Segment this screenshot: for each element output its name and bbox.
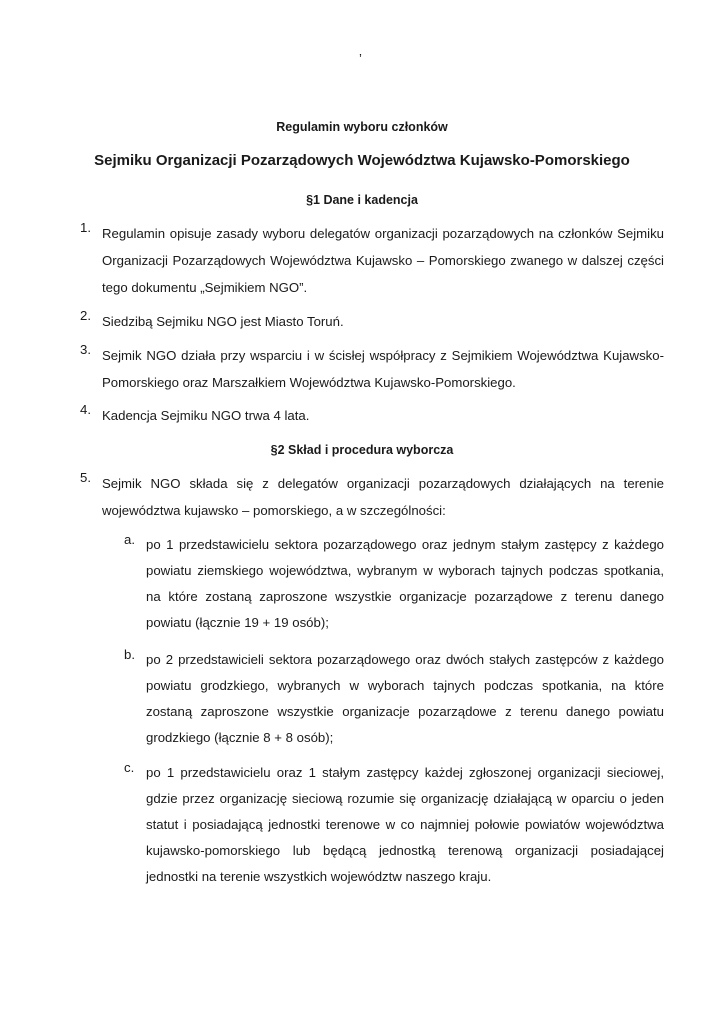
sub-item-a: [124, 532, 664, 636]
text-line: Regulamin opisuje zasady wyboru delegatów organizacji pozarządowych na członków Sejmiku: [102, 226, 664, 241]
text-line: powiatu (łącznie 19 + 19 osób);: [146, 615, 329, 630]
sub-item-text: [146, 532, 664, 636]
text-line: Pomorskiego oraz Marszałkiem Województwa Kujawsko-Pomorskiego.: [102, 375, 516, 390]
list-item-number: 3.: [80, 342, 91, 357]
text-line: gdzie przez organizację sieciową rozumie się organizację działającą w oparciu o jeden: [146, 791, 664, 806]
text-line: Sejmik NGO składa się z delegatów organizacji pozarządowych działających na terenie: [102, 476, 664, 491]
document-subtitle: Sejmiku Organizacji Pozarządowych Województwa Kujawsko-Pomorskiego: [94, 152, 630, 169]
list-item-number: 1.: [80, 220, 91, 235]
document-title: Regulamin wyboru członków: [276, 120, 448, 134]
text-line: Siedzibą Sejmiku NGO jest Miasto Toruń.: [102, 314, 344, 329]
list-item-3: [80, 342, 664, 396]
sub-item-text: [146, 647, 664, 751]
text-line: województwa kujawsko – pomorskiego, a w szczególności:: [102, 503, 446, 518]
text-line: powiatu ziemskiego województwa, wybranym w wyborach tajnych podczas spotkania,: [146, 563, 664, 578]
list-item-4: [80, 402, 664, 429]
sub-item-c: [124, 760, 664, 890]
text-line: Organizacji Pozarządowych Województwa Kujawsko – Pomorskiego zwanego w dalszej części: [102, 253, 664, 268]
text-line: na które zostaną zaproszone wszystkie organizacje pozarządowe z terenu danego: [146, 589, 664, 604]
text-line: po 1 przedstawicielu oraz 1 stałym zastępcy każdej zgłoszonej organizacji sieciowej,: [146, 765, 664, 780]
sub-item-text: [146, 760, 664, 890]
list-item-5: [80, 470, 664, 524]
text-line: jednostki na terenie wszystkich województw naszego kraju.: [146, 869, 492, 884]
list-item-number: 5.: [80, 470, 91, 485]
list-item-text: [102, 402, 664, 429]
list-item-number: 4.: [80, 402, 91, 417]
list-item-text: [102, 220, 664, 301]
sub-item-letter: a.: [124, 532, 135, 547]
sub-item-letter: c.: [124, 760, 135, 775]
text-line: tego dokumentu „Sejmikiem NGO”.: [102, 280, 308, 295]
text-line: Kadencja Sejmiku NGO trwa 4 lata.: [102, 408, 310, 423]
text-line: powiatu grodzkiego, wybranych w wyborach tajnych podczas spotkania, na które: [146, 678, 664, 693]
text-line: po 2 przedstawicieli sektora pozarządowego oraz dwóch stałych zastępców z każdego: [146, 652, 664, 667]
text-line: po 1 przedstawicielu sektora pozarządowego oraz jednym stałym zastępcy z każdego: [146, 537, 664, 552]
text-line: zostaną zaproszone wszystkie organizacje pozarządowe z terenu danego powiatu: [146, 704, 664, 719]
text-line: grodzkiego (łącznie 8 + 8 osób);: [146, 730, 334, 745]
sub-item-letter: b.: [124, 647, 135, 662]
list-item-text: [102, 342, 664, 396]
list-item-1: [80, 220, 664, 301]
sub-item-b: [124, 647, 664, 751]
list-item-2: [80, 308, 664, 335]
list-item-text: [102, 470, 664, 524]
section-1-heading: §1 Dane i kadencja: [306, 193, 418, 207]
list-item-text: [102, 308, 664, 335]
text-line: Sejmik NGO działa przy wsparciu i w ścisłej współpracy z Sejmikiem Województwa Kujawsko-: [102, 348, 664, 363]
section-2-heading: §2 Skład i procedura wyborcza: [270, 443, 454, 457]
list-item-number: 2.: [80, 308, 91, 323]
text-line: kujawsko-pomorskiego lub będącą jednostką terenową organizacji posiadającej: [146, 843, 664, 858]
stray-mark: ’: [359, 51, 362, 66]
text-line: statut i posiadającą jednostki terenowe w co najmniej połowie powiatów województwa: [146, 817, 664, 832]
